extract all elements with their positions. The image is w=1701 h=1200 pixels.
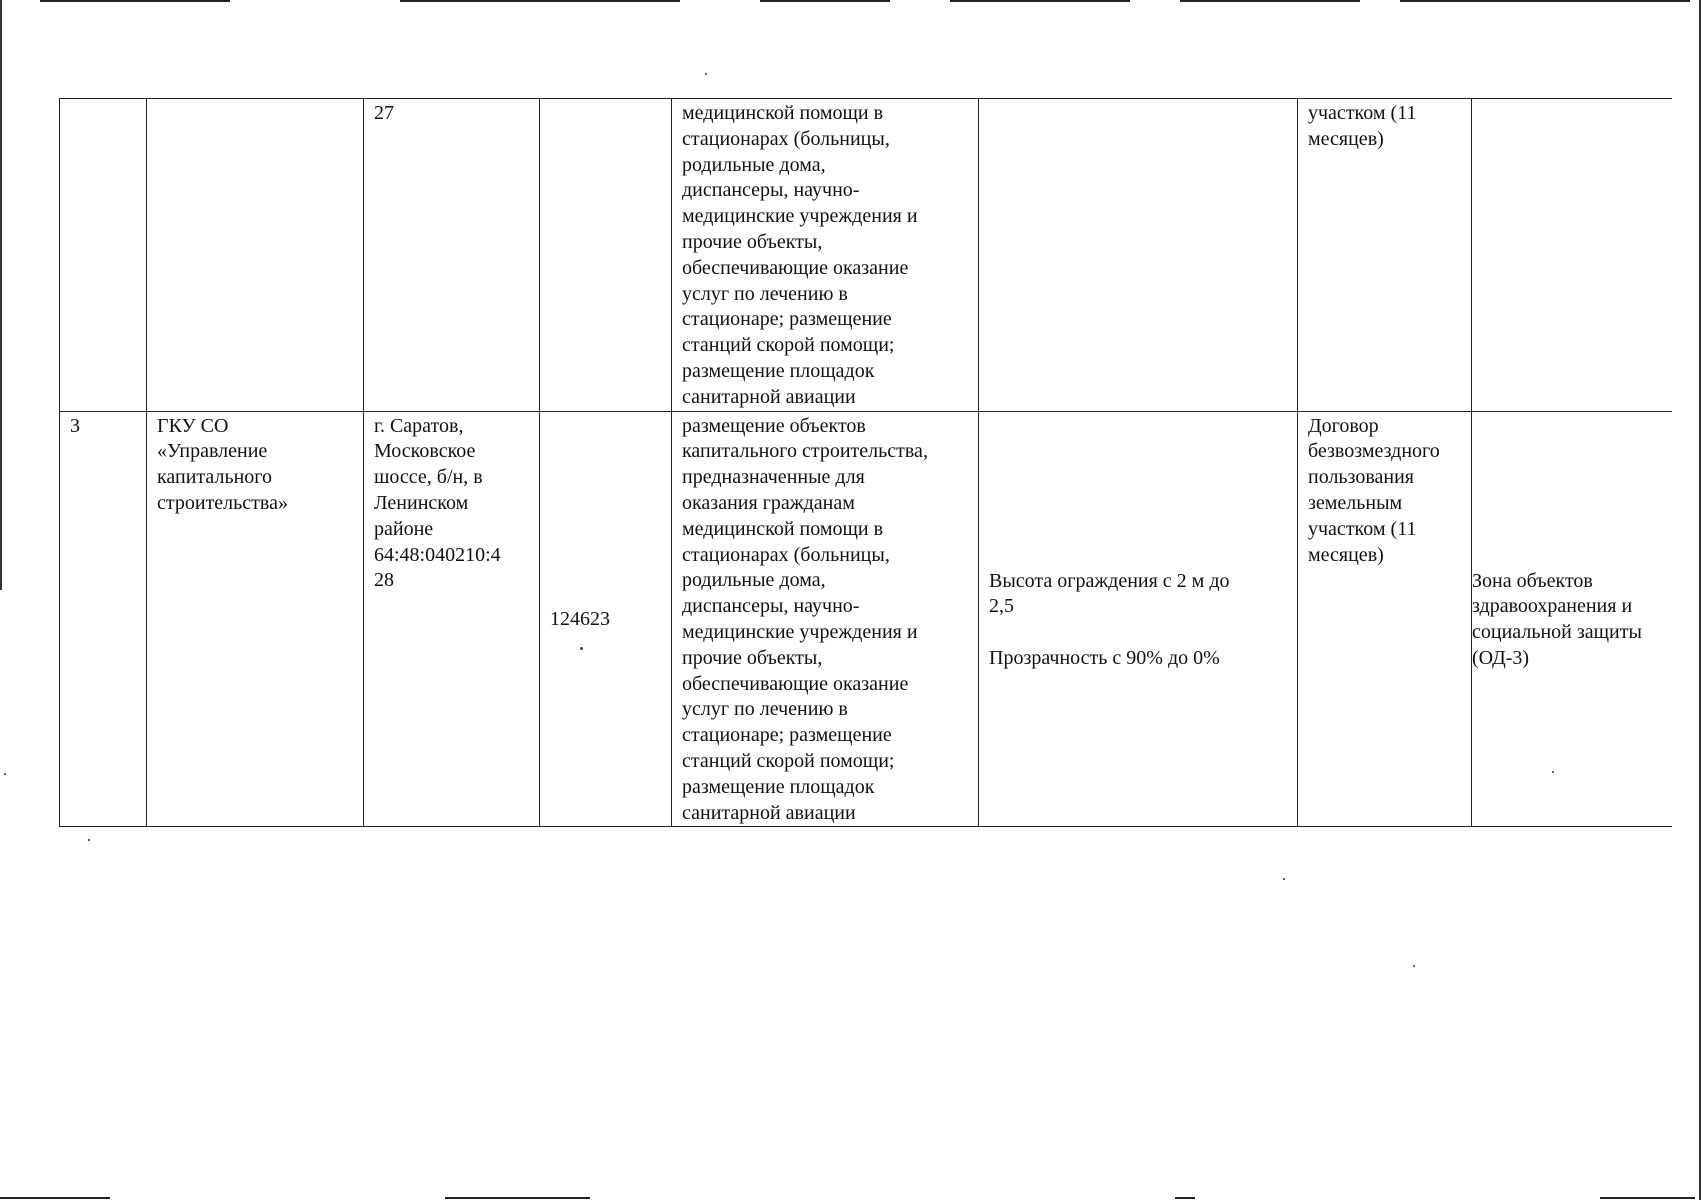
use-line: стационаре; размещение bbox=[682, 724, 892, 747]
zone-cell bbox=[1472, 411, 1672, 827]
use-line: обеспечивающие оказание bbox=[682, 672, 909, 695]
area-value: 124623 bbox=[550, 607, 610, 630]
row-number-cell bbox=[60, 99, 147, 412]
scan-edge-top-3 bbox=[760, 0, 890, 2]
use-line: медицинской помощи в bbox=[682, 102, 884, 124]
use-line: медицинские учреждения и bbox=[682, 205, 918, 228]
scan-edge-bottom-2 bbox=[445, 1197, 590, 1199]
organization-line: «Управление bbox=[157, 440, 268, 463]
scan-edge-bottom-3 bbox=[1175, 1197, 1195, 1199]
requirements-cell bbox=[979, 411, 1298, 827]
use-line: стационарах (больницы, bbox=[682, 127, 890, 150]
zone-line: Зона объектов bbox=[1472, 569, 1593, 592]
scan-speck bbox=[4, 773, 6, 775]
address-line: Ленинском bbox=[374, 491, 469, 514]
use-line: диспансеры, научно- bbox=[682, 595, 860, 618]
organization-cell bbox=[147, 99, 364, 412]
table-row bbox=[60, 99, 1672, 412]
contract-line: безвозмездного bbox=[1308, 440, 1440, 463]
contract-line: земельным bbox=[1308, 491, 1403, 514]
scan-speck bbox=[705, 73, 707, 75]
cadastral-number-line: 28 bbox=[374, 569, 394, 592]
row-number: 3 bbox=[70, 414, 80, 437]
organization-line: строительства» bbox=[157, 491, 288, 514]
registry-table bbox=[59, 98, 1672, 827]
use-line: стационарах (больницы, bbox=[682, 543, 890, 566]
scan-speck bbox=[550, 632, 661, 658]
scan-edge-top-2 bbox=[400, 0, 680, 2]
use-line: услуг по лечению в bbox=[682, 698, 848, 721]
area-cell bbox=[540, 99, 672, 412]
contract-line: участком (11 bbox=[1308, 517, 1417, 540]
use-line: предназначенные для bbox=[682, 466, 865, 489]
scan-edge-top-6 bbox=[1400, 0, 1690, 2]
organization-cell bbox=[147, 411, 364, 827]
use-line: санитарной авиации bbox=[682, 385, 856, 408]
use-line: капитального строительства, bbox=[682, 440, 928, 463]
address-line: районе bbox=[374, 517, 434, 540]
fence-height-line: Высота ограждения с 2 м до bbox=[989, 569, 1230, 592]
address-line: Московское bbox=[374, 440, 476, 463]
zone-line: здравоохранения и bbox=[1472, 595, 1633, 618]
contract-cell bbox=[1298, 99, 1472, 412]
contract-line: месяцев) bbox=[1308, 543, 1384, 566]
use-line: станций скорой помощи; bbox=[682, 334, 895, 357]
use-line: услуг по лечению в bbox=[682, 282, 848, 305]
use-line: стационаре; размещение bbox=[682, 308, 892, 331]
use-line: станций скорой помощи; bbox=[682, 749, 895, 772]
contract-line: пользования bbox=[1308, 466, 1414, 489]
use-line: санитарной авиации bbox=[682, 801, 856, 824]
scan-edge-top-1 bbox=[40, 0, 230, 2]
organization-line: ГКУ СО bbox=[157, 414, 229, 437]
use-line: родильные дома, bbox=[682, 153, 826, 176]
address-line: 27 bbox=[374, 102, 394, 124]
scan-edge-bottom-4 bbox=[1600, 1197, 1695, 1199]
contract-cell bbox=[1298, 411, 1472, 827]
address-cell bbox=[364, 411, 540, 827]
use-line: диспансеры, научно- bbox=[682, 179, 860, 202]
contract-line: месяцев) bbox=[1308, 127, 1384, 150]
scan-edge-top-5 bbox=[1180, 0, 1360, 2]
use-line: размещение объектов bbox=[682, 414, 866, 437]
permitted-use-cell bbox=[672, 99, 979, 412]
scan-edge-top-4 bbox=[950, 0, 1130, 2]
address-line: г. Саратов, bbox=[374, 414, 464, 437]
use-line: медицинской помощи в bbox=[682, 517, 884, 540]
zone-line: (ОД-3) bbox=[1472, 646, 1530, 669]
use-line: медицинские учреждения и bbox=[682, 620, 918, 643]
scan-speck bbox=[1283, 878, 1285, 880]
zone-line: социальной защиты bbox=[1472, 621, 1642, 644]
scan-speck bbox=[88, 839, 90, 841]
address-line: шоссе, б/н, в bbox=[374, 466, 483, 489]
cadastral-number-line: 64:48:040210:4 bbox=[374, 543, 501, 566]
requirements-cell bbox=[979, 99, 1298, 412]
use-line: размещение площадок bbox=[682, 359, 875, 382]
scan-left-edge bbox=[0, 0, 2, 590]
area-cell bbox=[540, 411, 672, 827]
use-line: оказания гражданам bbox=[682, 491, 855, 514]
table-row bbox=[60, 411, 1672, 827]
use-line: обеспечивающие оказание bbox=[682, 256, 909, 279]
fence-transparency-line: Прозрачность с 90% до 0% bbox=[989, 646, 1220, 669]
contract-line: Договор bbox=[1308, 414, 1379, 437]
organization-line: капитального bbox=[157, 466, 272, 489]
fence-height-line: 2,5 bbox=[989, 595, 1014, 618]
use-line: размещение площадок bbox=[682, 775, 875, 798]
use-line: прочие объекты, bbox=[682, 646, 823, 669]
scan-edge-bottom-1 bbox=[0, 1197, 110, 1199]
permitted-use-cell bbox=[672, 411, 979, 827]
contract-line: участком (11 bbox=[1308, 102, 1417, 124]
scan-speck bbox=[1413, 965, 1415, 967]
use-line: прочие объекты, bbox=[682, 230, 823, 253]
use-line: родильные дома, bbox=[682, 569, 826, 592]
address-cell bbox=[364, 99, 540, 412]
row-number-cell bbox=[60, 411, 147, 827]
zone-cell bbox=[1472, 99, 1672, 412]
